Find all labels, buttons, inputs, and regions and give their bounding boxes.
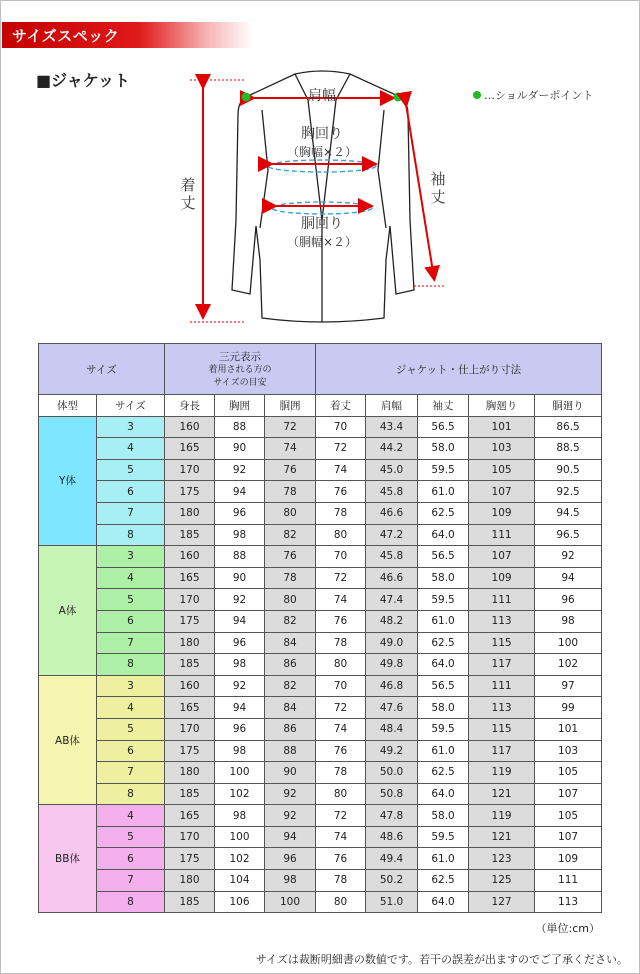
- value-cell: 185: [165, 891, 215, 913]
- value-cell: 113: [469, 610, 535, 632]
- column-header: 胴廻り: [535, 395, 602, 417]
- banner-title: サイズスペック: [12, 27, 120, 45]
- body-type-cell: AB体: [39, 675, 97, 805]
- value-cell: 78: [316, 870, 366, 892]
- shoulder-point-left: [242, 93, 251, 102]
- value-cell: 96: [215, 718, 265, 740]
- column-header: 体型: [39, 395, 97, 417]
- table-row: [39, 481, 602, 503]
- value-cell: 48.6: [366, 826, 418, 848]
- value-cell: 62.5: [418, 762, 469, 784]
- value-cell: 74: [316, 589, 366, 611]
- size-spec-table: [38, 343, 602, 913]
- table-row: [39, 826, 602, 848]
- value-cell: 98: [535, 610, 602, 632]
- size-cell: 5: [97, 459, 165, 481]
- value-cell: 62.5: [418, 502, 469, 524]
- value-cell: 70: [316, 546, 366, 568]
- value-cell: 64.0: [418, 524, 469, 546]
- value-cell: 56.5: [418, 546, 469, 568]
- value-cell: 94: [215, 481, 265, 503]
- value-cell: 56.5: [418, 675, 469, 697]
- value-cell: 78: [265, 567, 316, 589]
- table-row: [39, 891, 602, 913]
- value-cell: 62.5: [418, 870, 469, 892]
- value-cell: 109: [469, 567, 535, 589]
- value-cell: 96: [215, 632, 265, 654]
- value-cell: 94: [215, 697, 265, 719]
- value-cell: 94.5: [535, 502, 602, 524]
- value-cell: 170: [165, 826, 215, 848]
- value-cell: 50.0: [366, 762, 418, 784]
- value-cell: 115: [469, 632, 535, 654]
- value-cell: 121: [469, 826, 535, 848]
- label-length-1: 着: [180, 176, 196, 194]
- value-cell: 106: [215, 891, 265, 913]
- value-cell: 121: [469, 783, 535, 805]
- size-cell: 8: [97, 783, 165, 805]
- header-size: サイズ: [39, 344, 165, 395]
- value-cell: 185: [165, 524, 215, 546]
- size-cell: 3: [97, 546, 165, 568]
- value-cell: 76: [316, 610, 366, 632]
- size-cell: 5: [97, 589, 165, 611]
- value-cell: 111: [469, 589, 535, 611]
- value-cell: 170: [165, 718, 215, 740]
- value-cell: 92: [265, 783, 316, 805]
- value-cell: 92: [535, 546, 602, 568]
- table-row: [39, 416, 602, 438]
- value-cell: 117: [469, 740, 535, 762]
- value-cell: 88: [215, 546, 265, 568]
- size-cell: 6: [97, 740, 165, 762]
- value-cell: 74: [316, 826, 366, 848]
- value-cell: 117: [469, 654, 535, 676]
- value-cell: 100: [215, 762, 265, 784]
- value-cell: 180: [165, 762, 215, 784]
- value-cell: 100: [215, 826, 265, 848]
- size-cell: 7: [97, 502, 165, 524]
- value-cell: 86: [265, 718, 316, 740]
- column-header: 袖丈: [418, 395, 469, 417]
- table-row: [39, 654, 602, 676]
- value-cell: 45.0: [366, 459, 418, 481]
- value-cell: 78: [265, 481, 316, 503]
- body-type-cell: A体: [39, 546, 97, 676]
- value-cell: 92.5: [535, 481, 602, 503]
- size-cell: 4: [97, 697, 165, 719]
- body-type-cell: BB体: [39, 805, 97, 913]
- value-cell: 58.0: [418, 697, 469, 719]
- value-cell: 111: [469, 675, 535, 697]
- value-cell: 86: [265, 654, 316, 676]
- value-cell: 175: [165, 610, 215, 632]
- value-cell: 96: [535, 589, 602, 611]
- table-row: [39, 870, 602, 892]
- value-cell: 96.5: [535, 524, 602, 546]
- value-cell: 80: [316, 524, 366, 546]
- value-cell: 76: [316, 740, 366, 762]
- value-cell: 98: [215, 805, 265, 827]
- size-cell: 6: [97, 610, 165, 632]
- table-row: [39, 459, 602, 481]
- header-finish: ジャケット・仕上がり寸法: [316, 344, 602, 395]
- value-cell: 99: [535, 697, 602, 719]
- value-cell: 115: [469, 718, 535, 740]
- label-shoulder: 肩幅: [308, 88, 336, 104]
- table-row: [39, 502, 602, 524]
- table-row: [39, 805, 602, 827]
- value-cell: 96: [215, 502, 265, 524]
- size-cell: 6: [97, 848, 165, 870]
- value-cell: 44.2: [366, 438, 418, 460]
- legend-dot: [473, 91, 481, 99]
- table-row: [39, 848, 602, 870]
- value-cell: 100: [265, 891, 316, 913]
- value-cell: 111: [469, 524, 535, 546]
- value-cell: 90: [215, 567, 265, 589]
- value-cell: 70: [316, 416, 366, 438]
- table-row: [39, 697, 602, 719]
- value-cell: 49.4: [366, 848, 418, 870]
- unit-note: （単位:cm）: [535, 922, 600, 935]
- table-row: [39, 740, 602, 762]
- value-cell: 94: [535, 567, 602, 589]
- value-cell: 88: [265, 740, 316, 762]
- label-chest: 胸回り: [301, 126, 343, 142]
- value-cell: 72: [265, 416, 316, 438]
- value-cell: 180: [165, 502, 215, 524]
- value-cell: 74: [265, 438, 316, 460]
- table-row: [39, 783, 602, 805]
- value-cell: 78: [316, 632, 366, 654]
- label-waist-sub: （胴幅×２）: [286, 235, 358, 249]
- value-cell: 101: [469, 416, 535, 438]
- value-cell: 59.5: [418, 718, 469, 740]
- value-cell: 80: [316, 654, 366, 676]
- header-3d-title: 三元表示: [219, 350, 262, 363]
- column-header: 胸廻り: [469, 395, 535, 417]
- value-cell: 103: [535, 740, 602, 762]
- value-cell: 56.5: [418, 416, 469, 438]
- value-cell: 104: [215, 870, 265, 892]
- value-cell: 50.8: [366, 783, 418, 805]
- value-cell: 47.8: [366, 805, 418, 827]
- size-cell: 7: [97, 762, 165, 784]
- value-cell: 49.0: [366, 632, 418, 654]
- table-row: [39, 567, 602, 589]
- value-cell: 102: [215, 783, 265, 805]
- value-cell: 49.8: [366, 654, 418, 676]
- value-cell: 78: [316, 502, 366, 524]
- value-cell: 47.2: [366, 524, 418, 546]
- size-cell: 8: [97, 654, 165, 676]
- value-cell: 80: [316, 783, 366, 805]
- value-cell: 107: [469, 481, 535, 503]
- value-cell: 119: [469, 805, 535, 827]
- value-cell: 107: [535, 783, 602, 805]
- size-cell: 5: [97, 826, 165, 848]
- value-cell: 90: [265, 762, 316, 784]
- value-cell: 109: [535, 848, 602, 870]
- value-cell: 180: [165, 632, 215, 654]
- value-cell: 61.0: [418, 848, 469, 870]
- value-cell: 92: [215, 459, 265, 481]
- value-cell: 180: [165, 870, 215, 892]
- value-cell: 103: [469, 438, 535, 460]
- value-cell: 185: [165, 783, 215, 805]
- label-chest-sub: （胸幅×２）: [286, 145, 358, 159]
- value-cell: 165: [165, 567, 215, 589]
- value-cell: 72: [316, 697, 366, 719]
- footer-note: サイズは裁断明細書の数値です。若干の誤差が出ますのでご了承ください。: [255, 953, 628, 966]
- value-cell: 98: [265, 870, 316, 892]
- column-header: 胴囲: [265, 395, 316, 417]
- header-3d-sub1: 着用される方の: [208, 364, 272, 375]
- value-cell: 74: [316, 718, 366, 740]
- value-cell: 94: [265, 826, 316, 848]
- value-cell: 48.2: [366, 610, 418, 632]
- value-cell: 51.0: [366, 891, 418, 913]
- value-cell: 113: [535, 891, 602, 913]
- value-cell: 76: [316, 481, 366, 503]
- column-header: 身長: [165, 395, 215, 417]
- size-cell: 4: [97, 567, 165, 589]
- value-cell: 102: [215, 848, 265, 870]
- body-type-cell: Y体: [39, 416, 97, 546]
- value-cell: 49.2: [366, 740, 418, 762]
- value-cell: 165: [165, 697, 215, 719]
- size-cell: 8: [97, 891, 165, 913]
- value-cell: 101: [535, 718, 602, 740]
- value-cell: 70: [316, 675, 366, 697]
- value-cell: 94: [215, 610, 265, 632]
- value-cell: 100: [535, 632, 602, 654]
- value-cell: 45.8: [366, 481, 418, 503]
- value-cell: 59.5: [418, 826, 469, 848]
- table-row: [39, 762, 602, 784]
- value-cell: 175: [165, 740, 215, 762]
- value-cell: 88.5: [535, 438, 602, 460]
- value-cell: 80: [265, 589, 316, 611]
- value-cell: 58.0: [418, 567, 469, 589]
- value-cell: 72: [316, 805, 366, 827]
- value-cell: 58.0: [418, 438, 469, 460]
- header-3d-sub2: サイズの目安: [213, 377, 267, 388]
- value-cell: 170: [165, 459, 215, 481]
- table-row: [39, 632, 602, 654]
- value-cell: 76: [316, 848, 366, 870]
- value-cell: 64.0: [418, 654, 469, 676]
- value-cell: 105: [535, 805, 602, 827]
- value-cell: 61.0: [418, 740, 469, 762]
- value-cell: 105: [535, 762, 602, 784]
- value-cell: 165: [165, 438, 215, 460]
- section-title: ■ジャケット: [36, 71, 130, 90]
- table-row: [39, 546, 602, 568]
- table-row: [39, 524, 602, 546]
- value-cell: 170: [165, 589, 215, 611]
- size-cell: 7: [97, 632, 165, 654]
- size-cell: 8: [97, 524, 165, 546]
- value-cell: 98: [215, 740, 265, 762]
- value-cell: 80: [265, 502, 316, 524]
- size-cell: 3: [97, 416, 165, 438]
- value-cell: 47.4: [366, 589, 418, 611]
- label-waist: 胴回り: [301, 216, 343, 232]
- value-cell: 98: [215, 524, 265, 546]
- size-cell: 5: [97, 718, 165, 740]
- column-header: 着丈: [316, 395, 366, 417]
- value-cell: 58.0: [418, 805, 469, 827]
- value-cell: 61.0: [418, 610, 469, 632]
- label-length-2: 丈: [180, 194, 196, 212]
- value-cell: 64.0: [418, 783, 469, 805]
- value-cell: 72: [316, 438, 366, 460]
- value-cell: 47.6: [366, 697, 418, 719]
- size-cell: 7: [97, 870, 165, 892]
- value-cell: 46.8: [366, 675, 418, 697]
- size-cell: 4: [97, 438, 165, 460]
- size-cell: 6: [97, 481, 165, 503]
- value-cell: 64.0: [418, 891, 469, 913]
- value-cell: 111: [535, 870, 602, 892]
- section-banner: [2, 22, 252, 48]
- value-cell: 92: [215, 589, 265, 611]
- value-cell: 113: [469, 697, 535, 719]
- size-cell: 4: [97, 805, 165, 827]
- value-cell: 90: [215, 438, 265, 460]
- value-cell: 59.5: [418, 589, 469, 611]
- jacket-outline: [232, 71, 414, 322]
- table-row: [39, 610, 602, 632]
- table-row: [39, 438, 602, 460]
- value-cell: 62.5: [418, 632, 469, 654]
- value-cell: 74: [316, 459, 366, 481]
- value-cell: 82: [265, 675, 316, 697]
- value-cell: 82: [265, 524, 316, 546]
- value-cell: 84: [265, 632, 316, 654]
- value-cell: 48.4: [366, 718, 418, 740]
- value-cell: 127: [469, 891, 535, 913]
- table-row: [39, 675, 602, 697]
- table-row: [39, 589, 602, 611]
- value-cell: 175: [165, 481, 215, 503]
- value-cell: 43.4: [366, 416, 418, 438]
- value-cell: 46.6: [366, 567, 418, 589]
- value-cell: 84: [265, 697, 316, 719]
- column-header: 肩幅: [366, 395, 418, 417]
- value-cell: 92: [215, 675, 265, 697]
- value-cell: 160: [165, 546, 215, 568]
- column-header: サイズ: [97, 395, 165, 417]
- column-header: 胸囲: [215, 395, 265, 417]
- shoulder-point-right: [394, 93, 403, 102]
- value-cell: 105: [469, 459, 535, 481]
- value-cell: 123: [469, 848, 535, 870]
- table-row: [39, 718, 602, 740]
- value-cell: 119: [469, 762, 535, 784]
- value-cell: 76: [265, 546, 316, 568]
- value-cell: 45.8: [366, 546, 418, 568]
- value-cell: 78: [316, 762, 366, 784]
- value-cell: 102: [535, 654, 602, 676]
- label-sleeve-2: 丈: [430, 188, 446, 206]
- value-cell: 185: [165, 654, 215, 676]
- size-cell: 3: [97, 675, 165, 697]
- label-sleeve-1: 袖: [430, 170, 446, 188]
- header-3d: [165, 344, 316, 395]
- value-cell: 165: [165, 805, 215, 827]
- value-cell: 80: [316, 891, 366, 913]
- value-cell: 72: [316, 567, 366, 589]
- value-cell: 109: [469, 502, 535, 524]
- value-cell: 98: [215, 654, 265, 676]
- value-cell: 97: [535, 675, 602, 697]
- value-cell: 160: [165, 675, 215, 697]
- value-cell: 92: [265, 805, 316, 827]
- value-cell: 107: [535, 826, 602, 848]
- legend-text: …ショルダーポイント: [484, 89, 594, 102]
- value-cell: 96: [265, 848, 316, 870]
- value-cell: 61.0: [418, 481, 469, 503]
- value-cell: 50.2: [366, 870, 418, 892]
- value-cell: 76: [265, 459, 316, 481]
- value-cell: 90.5: [535, 459, 602, 481]
- value-cell: 107: [469, 546, 535, 568]
- value-cell: 86.5: [535, 416, 602, 438]
- value-cell: 82: [265, 610, 316, 632]
- value-cell: 88: [215, 416, 265, 438]
- value-cell: 46.6: [366, 502, 418, 524]
- value-cell: 175: [165, 848, 215, 870]
- value-cell: 59.5: [418, 459, 469, 481]
- value-cell: 160: [165, 416, 215, 438]
- jacket-diagram: [0, 60, 640, 340]
- value-cell: 125: [469, 870, 535, 892]
